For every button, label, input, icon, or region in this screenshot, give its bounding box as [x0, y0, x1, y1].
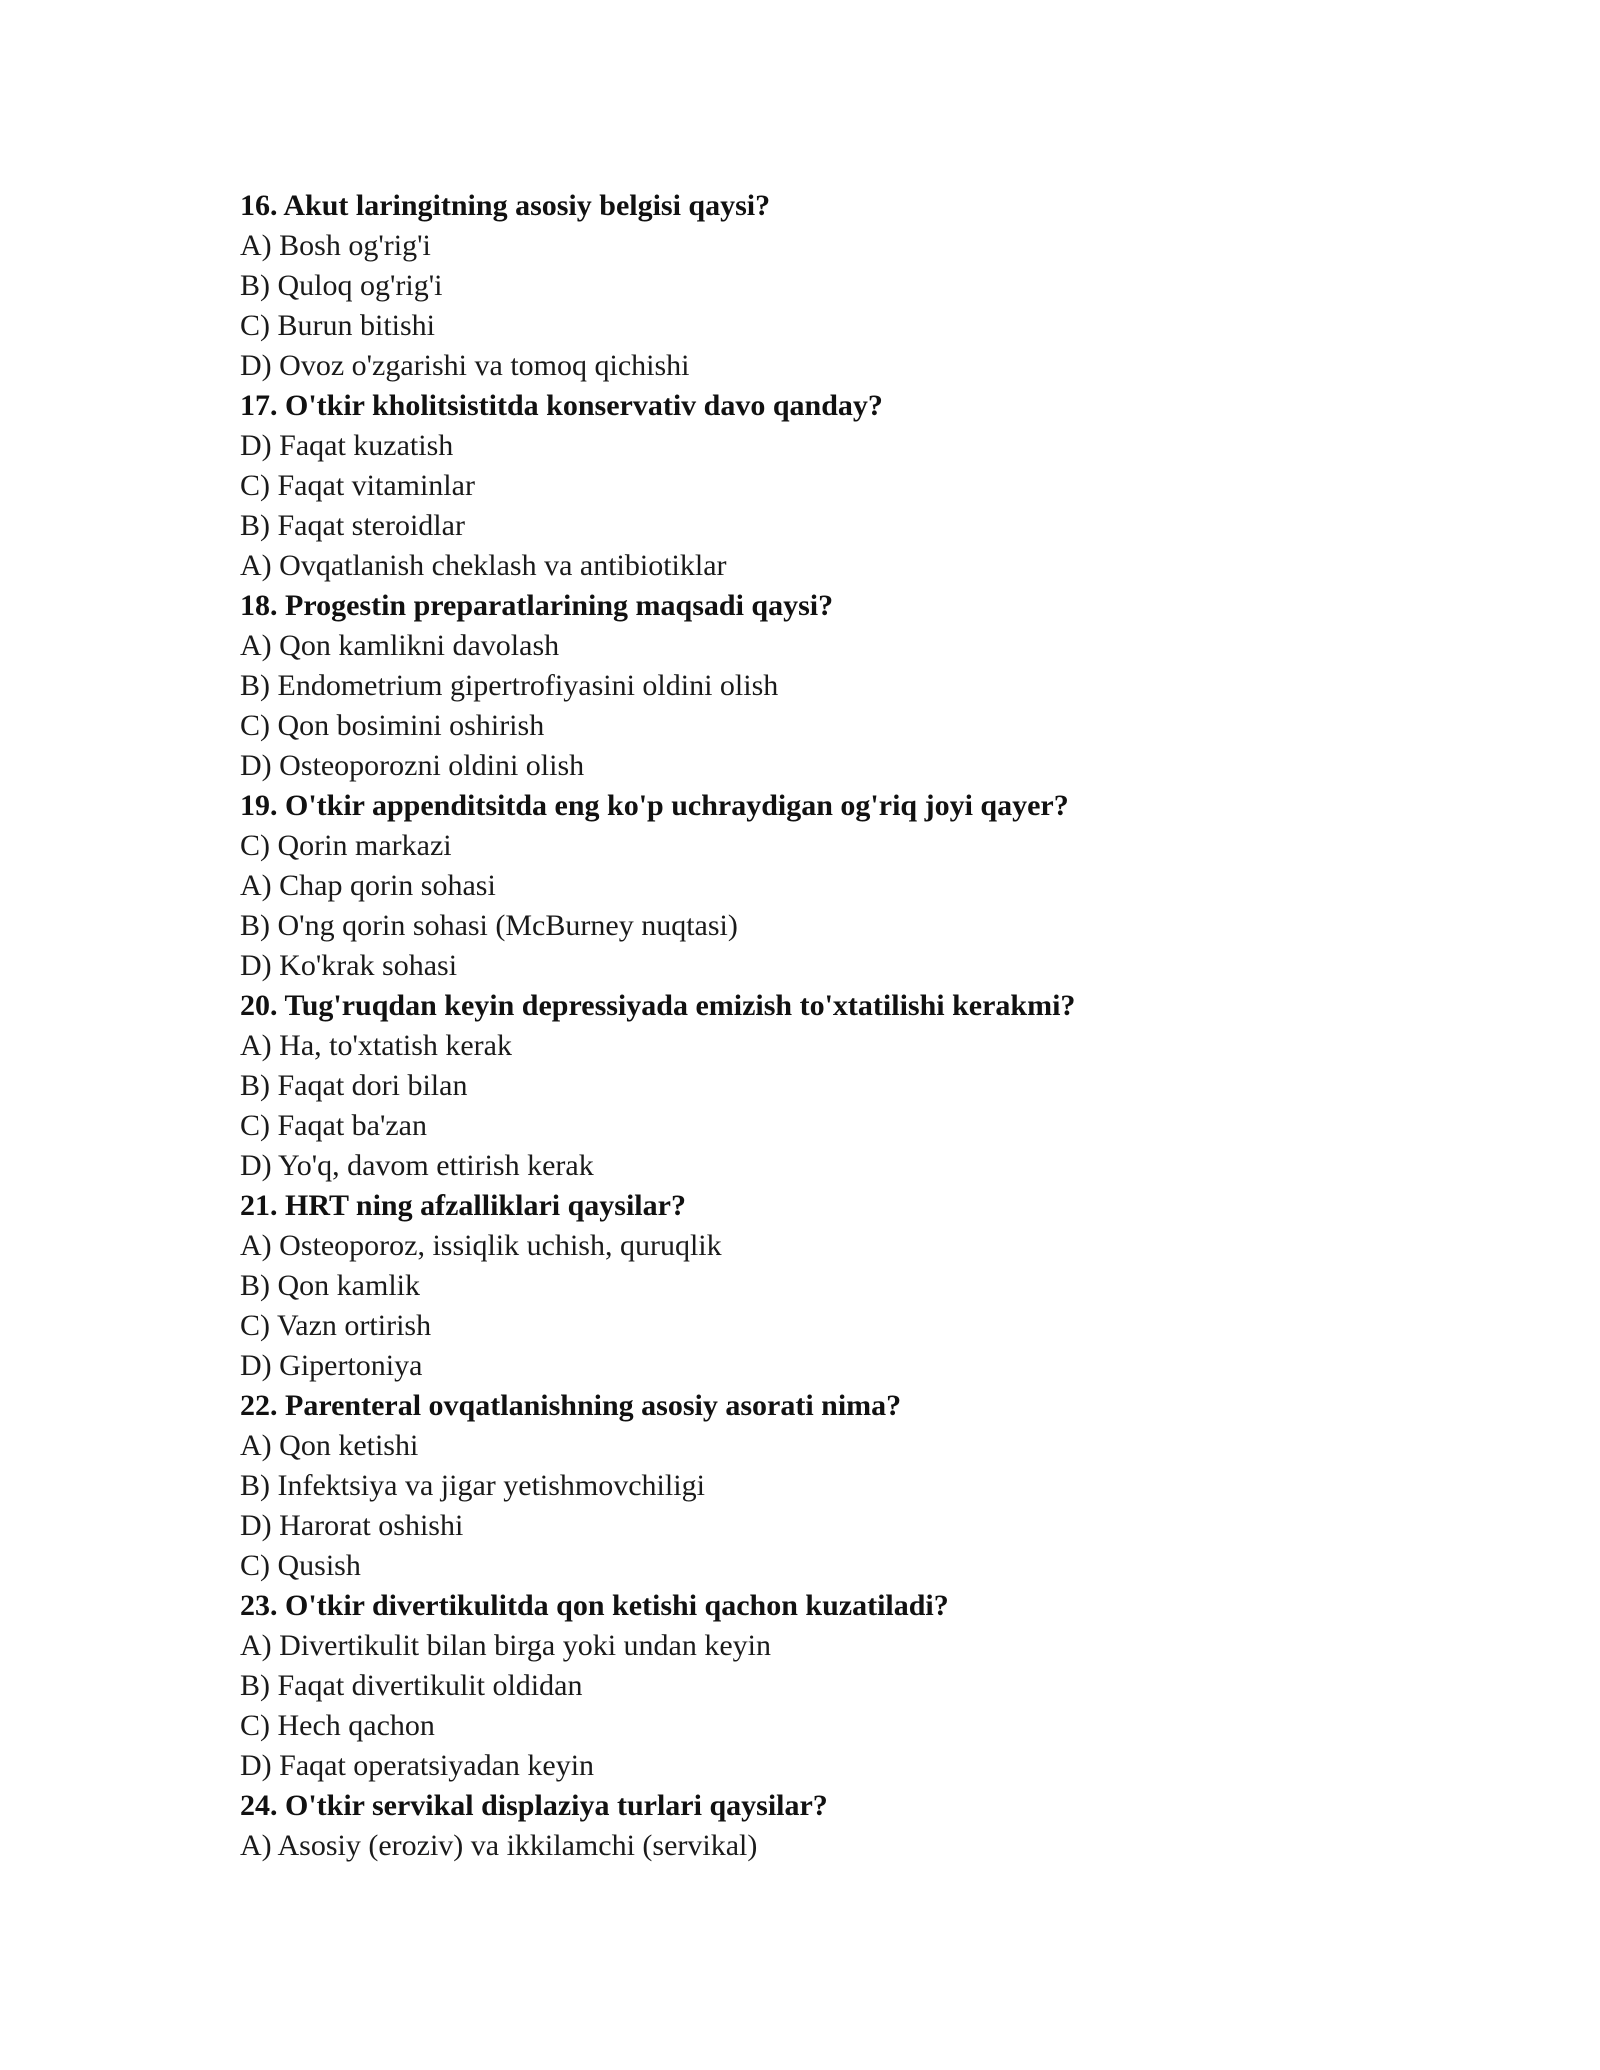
answer-option: C) Hech qachon — [240, 1709, 435, 1742]
document-page — [240, 186, 1440, 1866]
answer-option: B) O'ng qorin sohasi (McBurney nuqtasi) — [240, 909, 738, 942]
answer-option: A) Divertikulit bilan birga yoki undan keyin — [240, 1629, 772, 1662]
answer-option: C) Qon bosimini oshirish — [240, 709, 545, 742]
question-title: 22. Parenteral ovqatlanishning asosiy asorati nima? — [240, 1389, 902, 1422]
answer-option: D) Ovoz o'zgarishi va tomoq qichishi — [240, 349, 690, 382]
answer-option: B) Quloq og'rig'i — [240, 269, 443, 302]
question-title: 24. O'tkir servikal displaziya turlari qaysilar? — [240, 1789, 828, 1822]
answer-option: A) Qon kamlikni davolash — [240, 629, 560, 662]
question-title: 17. O'tkir kholitsistitda konservativ davo qanday? — [240, 389, 883, 422]
answer-option: C) Qusish — [240, 1549, 361, 1582]
answer-option: A) Bosh og'rig'i — [240, 229, 431, 262]
answer-option: D) Gipertoniya — [240, 1349, 423, 1382]
question-title: 19. O'tkir appenditsitda eng ko'p uchraydigan og'riq joyi qayer? — [240, 789, 1069, 822]
answer-option: B) Infektsiya va jigar yetishmovchiligi — [240, 1469, 705, 1502]
answer-option: D) Ko'krak sohasi — [240, 949, 458, 982]
answer-option: B) Faqat divertikulit oldidan — [240, 1669, 583, 1702]
question-title: 20. Tug'ruqdan keyin depressiyada emizish to'xtatilishi kerakmi? — [240, 989, 1076, 1022]
answer-option: A) Ovqatlanish cheklash va antibiotiklar — [240, 549, 727, 582]
answer-option: B) Qon kamlik — [240, 1269, 420, 1302]
answer-option: C) Vazn ortirish — [240, 1309, 432, 1342]
answer-option: D) Harorat oshishi — [240, 1509, 464, 1542]
answer-option: D) Faqat kuzatish — [240, 429, 454, 462]
answer-option: D) Yo'q, davom ettirish kerak — [240, 1149, 594, 1182]
question-title: 16. Akut laringitning asosiy belgisi qaysi? — [240, 189, 771, 222]
question-title: 18. Progestin preparatlarining maqsadi qaysi? — [240, 589, 834, 622]
answer-option: B) Endometrium gipertrofiyasini oldini olish — [240, 669, 779, 702]
answer-option: A) Qon ketishi — [240, 1429, 419, 1462]
answer-option: C) Burun bitishi — [240, 309, 436, 342]
answer-option: A) Asosiy (eroziv) va ikkilamchi (servikal) — [240, 1829, 758, 1862]
answer-option: D) Faqat operatsiyadan keyin — [240, 1749, 595, 1782]
answer-option: D) Osteoporozni oldini olish — [240, 749, 585, 782]
answer-option: A) Chap qorin sohasi — [240, 869, 496, 902]
answer-option: C) Faqat vitaminlar — [240, 469, 475, 502]
question-title: 23. O'tkir divertikulitda qon ketishi qachon kuzatiladi? — [240, 1589, 949, 1622]
answer-option: B) Faqat steroidlar — [240, 509, 465, 542]
answer-option: A) Osteoporoz, issiqlik uchish, quruqlik — [240, 1229, 722, 1262]
answer-option: B) Faqat dori bilan — [240, 1069, 468, 1102]
question-title: 21. HRT ning afzalliklari qaysilar? — [240, 1189, 686, 1222]
answer-option: C) Qorin markazi — [240, 829, 452, 862]
answer-option: A) Ha, to'xtatish kerak — [240, 1029, 512, 1062]
answer-option: C) Faqat ba'zan — [240, 1109, 428, 1142]
